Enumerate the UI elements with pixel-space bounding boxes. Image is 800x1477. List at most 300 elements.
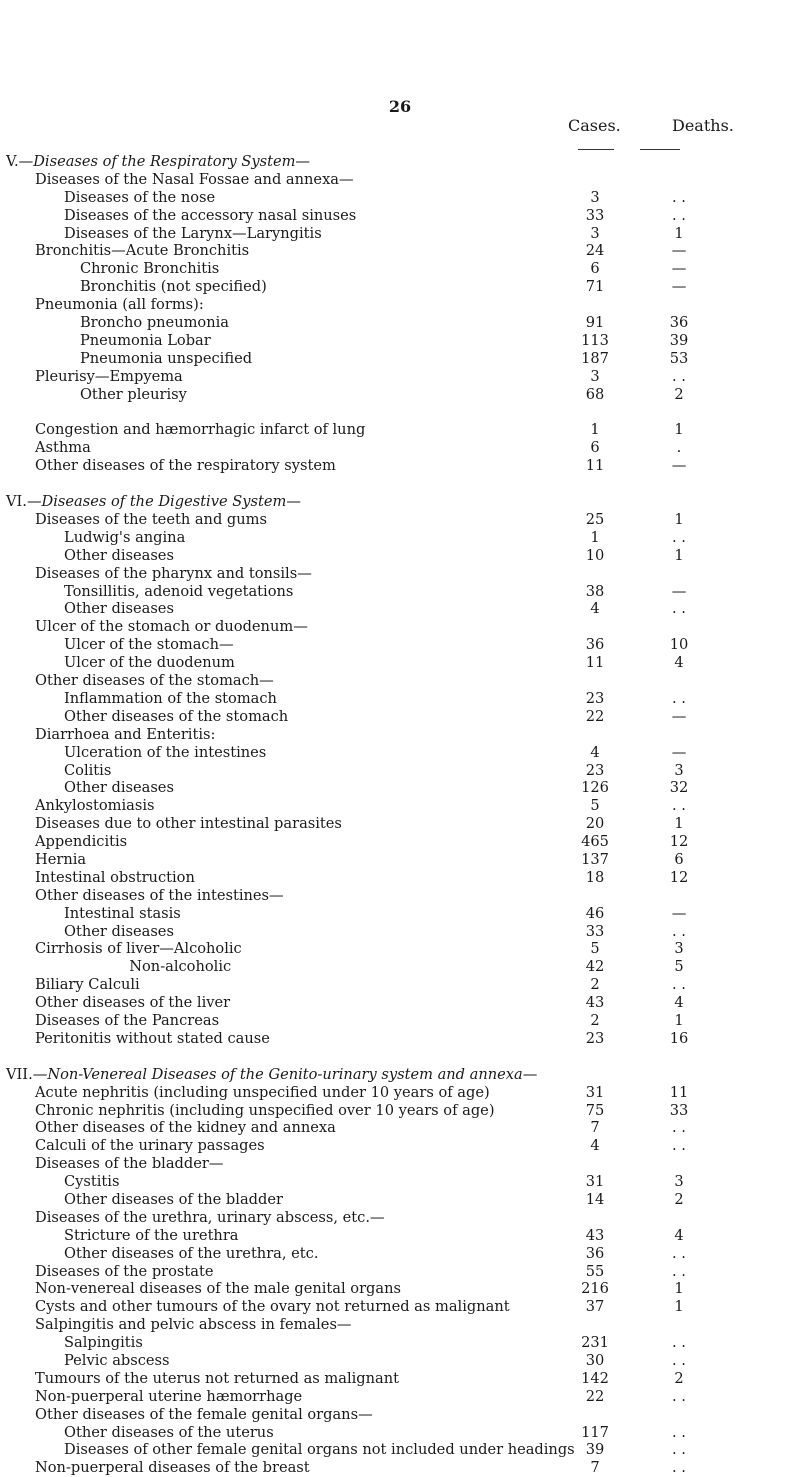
row-label <box>64 1173 119 1191</box>
deaths-value: 1 <box>674 421 684 439</box>
table-row <box>0 1209 800 1227</box>
deaths-value: . . <box>672 1459 686 1477</box>
cases-value: 75 <box>585 1101 605 1119</box>
row-label-text: Other diseases of the urethra, etc. <box>64 1244 319 1262</box>
row-label-text: Appendicitis <box>35 833 128 851</box>
deaths-value: 1 <box>674 1011 684 1029</box>
deaths-value: . . <box>672 1137 686 1155</box>
table-row <box>0 386 800 404</box>
deaths-column-header: Deaths. <box>672 116 734 135</box>
cases-value: 39 <box>585 1441 605 1459</box>
deaths-value: 39 <box>669 331 689 349</box>
deaths-value: 10 <box>669 636 689 654</box>
row-label <box>35 851 86 869</box>
row-label-text: Chronic nephritis (including unspecified over 10 years of age) <box>35 1101 495 1119</box>
section-number: V. <box>6 153 19 170</box>
table-row <box>0 1388 800 1406</box>
table-row <box>0 887 800 905</box>
row-label-text: Calculi of the urinary passages <box>35 1137 265 1155</box>
row-label <box>35 439 91 457</box>
row-label <box>64 1191 283 1209</box>
section-title <box>6 1066 537 1084</box>
table-row <box>0 600 800 618</box>
deaths-value: . . <box>672 1423 686 1441</box>
deaths-value: 11 <box>669 1083 689 1101</box>
table-row <box>0 672 800 690</box>
table-row <box>0 923 800 941</box>
row-label-text: Pneumonia (all forms): <box>35 296 204 314</box>
row-label <box>35 242 249 260</box>
row-label-text: Bronchitis (not specified) <box>79 278 267 296</box>
deaths-value: — <box>671 260 687 278</box>
row-label <box>64 1441 575 1459</box>
row-label <box>64 636 234 654</box>
deaths-value: . . <box>672 922 686 940</box>
row-label <box>35 1406 373 1424</box>
cases-value: 30 <box>585 1352 605 1369</box>
deaths-value: . . <box>672 1352 686 1369</box>
cases-value: 68 <box>585 385 605 403</box>
table-row <box>0 1191 800 1209</box>
table-row <box>0 565 800 583</box>
cases-value: 465 <box>581 833 609 851</box>
row-label <box>64 654 235 672</box>
cases-value: 3 <box>590 224 600 242</box>
deaths-value: 5 <box>674 958 684 976</box>
cases-value: 31 <box>585 1173 605 1191</box>
table-row <box>0 618 800 636</box>
row-label-text: —Diseases of the Digestive System— <box>26 493 301 511</box>
row-label <box>35 1137 265 1155</box>
table-row <box>0 1441 800 1459</box>
row-label <box>35 296 204 314</box>
table-row <box>0 1406 800 1424</box>
table-row <box>0 815 800 833</box>
table-row <box>0 1316 800 1334</box>
deaths-value: — <box>671 743 687 761</box>
cases-value: 33 <box>585 922 605 940</box>
deaths-value: 4 <box>674 654 684 672</box>
table-row <box>0 511 800 529</box>
table-row <box>0 1352 800 1370</box>
row-label-text: Ulceration of the intestines <box>64 743 267 761</box>
cases-value: 2 <box>590 976 600 994</box>
table-row <box>0 744 800 762</box>
row-label-text: Stricture of the urethra <box>64 1226 239 1244</box>
deaths-value: — <box>671 242 687 260</box>
cases-value: 5 <box>590 797 600 815</box>
cases-value: 36 <box>585 636 605 654</box>
deaths-value: 1 <box>674 1298 684 1316</box>
cases-value: 231 <box>581 1334 609 1352</box>
deaths-value: . . <box>672 600 686 618</box>
deaths-value: 2 <box>674 1369 684 1387</box>
row-label-text: Other pleurisy <box>79 385 187 403</box>
row-label-text: —Diseases of the Respiratory System— <box>18 153 311 170</box>
row-label <box>35 887 284 905</box>
row-label-text: Inflammation of the stomach <box>64 689 277 707</box>
row-label-text: Other diseases <box>64 546 174 564</box>
cases-value: 113 <box>581 331 609 349</box>
row-label <box>35 1280 401 1298</box>
row-label-text: Tonsillitis, adenoid vegetations <box>64 582 294 600</box>
deaths-value: 1 <box>674 546 684 564</box>
row-label-text: Chronic Bronchitis <box>79 260 220 278</box>
table-row <box>0 1459 800 1477</box>
deaths-value: 3 <box>674 761 684 779</box>
row-label <box>35 976 140 994</box>
row-label <box>35 1298 510 1316</box>
row-label-text: Other diseases <box>64 779 174 797</box>
row-label <box>35 815 342 833</box>
row-label-text: Other diseases of the stomach— <box>35 672 274 690</box>
table-row <box>0 368 800 386</box>
row-label <box>64 1245 318 1263</box>
row-label <box>35 940 242 958</box>
row-label <box>64 762 111 780</box>
row-label-text: Other diseases of the liver <box>35 994 231 1012</box>
cases-value: 11 <box>585 654 605 672</box>
row-label-text: Other diseases of the kidney and annexa <box>35 1119 336 1137</box>
table-row <box>0 1119 800 1137</box>
row-label <box>35 171 354 189</box>
row-label-text: Hernia <box>35 850 87 868</box>
row-label <box>35 1012 219 1030</box>
row-label <box>64 690 277 708</box>
table-row <box>0 1280 800 1298</box>
cases-value: 43 <box>585 1226 605 1244</box>
table-row <box>0 225 800 243</box>
deaths-value: 36 <box>669 314 689 332</box>
deaths-value: . . <box>672 188 686 206</box>
deaths-value: 1 <box>674 1280 684 1298</box>
cases-value: 43 <box>585 994 605 1012</box>
row-label <box>64 1334 143 1352</box>
cases-value: 4 <box>590 600 600 618</box>
cases-value: 11 <box>585 457 605 475</box>
row-label <box>64 923 174 941</box>
table-row <box>0 439 800 457</box>
cases-value: 38 <box>585 582 605 600</box>
row-label-text: Pneumonia unspecified <box>79 349 253 367</box>
row-label <box>35 1316 352 1334</box>
deaths-value: 33 <box>669 1101 689 1119</box>
table-row <box>0 1370 800 1388</box>
cases-value: 25 <box>585 511 605 529</box>
table-row <box>0 851 800 869</box>
deaths-value: — <box>671 707 687 725</box>
row-label <box>35 1119 336 1137</box>
deaths-value: 3 <box>674 940 684 958</box>
row-label <box>35 1102 495 1120</box>
row-label <box>35 797 154 815</box>
row-label-text: Broncho pneumonia <box>79 314 229 332</box>
deaths-value: . . <box>672 1334 686 1352</box>
table-row <box>0 726 800 744</box>
deaths-value: . . <box>672 1441 686 1459</box>
row-label-text: Congestion and hæmorrhagic infarct of lung <box>35 421 366 439</box>
row-label <box>129 958 231 976</box>
deaths-value: 16 <box>669 1029 689 1047</box>
deaths-value: 12 <box>669 868 689 886</box>
table-row <box>0 547 800 565</box>
table-row <box>0 1084 800 1102</box>
table-row <box>0 207 800 225</box>
table-row <box>0 421 800 439</box>
table-row <box>0 260 800 278</box>
row-label <box>64 1424 274 1442</box>
table-row <box>0 636 800 654</box>
row-label <box>64 225 322 243</box>
table-row <box>0 1334 800 1352</box>
row-label-text: Diseases of the Nasal Fossae and annexa— <box>35 170 354 188</box>
row-label-text: Diseases due to other intestinal parasites <box>35 815 342 833</box>
row-label <box>35 726 215 744</box>
row-label <box>80 386 187 404</box>
cases-value: 142 <box>581 1369 609 1387</box>
cases-value: 10 <box>585 546 605 564</box>
deaths-value: 4 <box>674 994 684 1012</box>
deaths-value: — <box>671 278 687 296</box>
row-label <box>35 511 267 529</box>
row-label-text: Non-puerperal uterine hæmorrhage <box>35 1387 303 1405</box>
cases-value: 42 <box>585 958 605 976</box>
row-label-text: Biliary Calculi <box>35 976 140 994</box>
table-row <box>0 1155 800 1173</box>
row-label <box>64 779 174 797</box>
deaths-value: . . <box>672 1262 686 1280</box>
row-label-text: Bronchitis—Acute Bronchitis <box>35 242 250 260</box>
table-row <box>0 690 800 708</box>
row-label-text: Other diseases of the stomach <box>64 707 289 725</box>
row-label <box>80 314 229 332</box>
row-label-text: —Non-Venereal Diseases of the Genito-urinary system and annexa— <box>32 1065 538 1083</box>
section-number: VII. <box>6 1065 33 1083</box>
row-label-text: Diseases of the pharynx and tonsils— <box>35 564 312 582</box>
deaths-value: . . <box>672 976 686 994</box>
section-title <box>6 493 301 511</box>
row-label-text: Cirrhosis of liver—Alcoholic <box>35 940 242 958</box>
table-row <box>0 779 800 797</box>
cases-value: 117 <box>581 1423 609 1441</box>
row-label-text: Non-venereal diseases of the male genital organs <box>35 1280 401 1298</box>
cases-value: 36 <box>585 1244 605 1262</box>
section-number: VI. <box>6 493 27 511</box>
row-label <box>35 565 312 583</box>
row-label <box>35 368 183 386</box>
cases-value: 71 <box>585 278 605 296</box>
table-row <box>0 189 800 207</box>
row-label-text: Diseases of the teeth and gums <box>35 511 268 529</box>
table-row <box>0 762 800 780</box>
row-label <box>35 1459 310 1477</box>
row-label <box>35 1388 302 1406</box>
row-label <box>64 189 215 207</box>
row-label <box>35 618 308 636</box>
cases-value: 1 <box>590 528 600 546</box>
deaths-value: 2 <box>674 1190 684 1208</box>
table-row <box>0 278 800 296</box>
table-row <box>0 797 800 815</box>
table-row <box>0 1030 800 1048</box>
row-label-text: Non-alcoholic <box>129 958 232 976</box>
row-label-text: Diarrhoea and Enteritis: <box>35 725 216 743</box>
row-label <box>64 583 293 601</box>
deaths-value: 1 <box>674 224 684 242</box>
deaths-value: . . <box>672 1119 686 1137</box>
table-row <box>0 314 800 332</box>
cases-value: 55 <box>585 1262 605 1280</box>
row-label-text: Colitis <box>64 761 112 779</box>
row-label-text: Ulcer of the duodenum <box>64 654 235 672</box>
table-row <box>0 242 800 260</box>
row-label-text: Peritonitis without stated cause <box>35 1029 270 1047</box>
cases-value: 3 <box>590 367 600 385</box>
row-label-text: Salpingitis and pelvic abscess in females— <box>35 1316 352 1334</box>
section-heading-row <box>0 493 800 511</box>
row-label <box>64 207 356 225</box>
disease-table <box>0 153 800 1477</box>
cases-value: 14 <box>585 1190 605 1208</box>
row-label <box>64 1227 239 1245</box>
cases-value: 1 <box>590 421 600 439</box>
table-row <box>0 350 800 368</box>
row-label <box>35 1155 223 1173</box>
cases-value: 24 <box>585 242 605 260</box>
deaths-value: . <box>676 439 682 457</box>
row-label <box>35 833 127 851</box>
row-label-text: Diseases of the Pancreas <box>35 1011 220 1029</box>
section-spacer <box>0 1048 800 1066</box>
cases-value: 20 <box>585 815 605 833</box>
row-label-text: Salpingitis <box>64 1334 143 1352</box>
cases-value: 23 <box>585 761 605 779</box>
row-label <box>64 529 185 547</box>
deaths-value: . . <box>672 689 686 707</box>
table-row <box>0 457 800 475</box>
deaths-value: 4 <box>674 1226 684 1244</box>
row-label <box>80 332 211 350</box>
deaths-value: 3 <box>674 1173 684 1191</box>
row-label <box>35 421 365 439</box>
row-label <box>64 744 266 762</box>
row-label-text: Diseases of the urethra, urinary abscess, etc.— <box>35 1208 385 1226</box>
cases-value: 137 <box>581 850 609 868</box>
row-label-text: Other diseases of the intestines— <box>35 886 284 904</box>
table-row <box>0 1173 800 1191</box>
deaths-value: 6 <box>674 850 684 868</box>
table-row <box>0 869 800 887</box>
row-label <box>64 547 174 565</box>
cases-column-header: Cases. <box>568 116 621 135</box>
table-row <box>0 833 800 851</box>
row-label-text: Other diseases of the female genital organs— <box>35 1405 373 1423</box>
row-label-text: Cystitis <box>64 1173 120 1191</box>
deaths-value: 53 <box>669 349 689 367</box>
cases-value: 31 <box>585 1083 605 1101</box>
cases-value: 5 <box>590 940 600 958</box>
row-label <box>35 1084 490 1102</box>
row-label <box>35 1263 213 1281</box>
table-row <box>0 1298 800 1316</box>
row-label <box>64 708 288 726</box>
deaths-value: — <box>671 457 687 475</box>
row-label-text: Intestinal obstruction <box>35 868 195 886</box>
row-label <box>35 672 274 690</box>
row-label-text: Acute nephritis (including unspecified under 10 years of age) <box>35 1083 490 1101</box>
cases-value: 7 <box>590 1119 600 1137</box>
table-row <box>0 332 800 350</box>
cases-value: 22 <box>585 707 605 725</box>
row-label-text: Non-puerperal diseases of the breast <box>35 1459 310 1477</box>
cases-value: 216 <box>581 1280 609 1298</box>
row-label-text: Diseases of the nose <box>64 188 216 206</box>
row-label-text: Other diseases of the uterus <box>64 1423 274 1441</box>
table-row <box>0 994 800 1012</box>
row-label <box>64 1352 170 1370</box>
deaths-value: — <box>671 904 687 922</box>
table-row <box>0 1012 800 1030</box>
row-label <box>64 905 181 923</box>
cases-value: 91 <box>585 314 605 332</box>
row-label-text: Diseases of the accessory nasal sinuses <box>64 206 357 224</box>
row-label-text: Ulcer of the stomach or duodenum— <box>35 618 308 636</box>
section-heading-row <box>0 153 800 171</box>
row-label-text: Pelvic abscess <box>64 1352 170 1369</box>
row-label <box>80 278 267 296</box>
row-label-text: Ulcer of the stomach— <box>64 636 234 654</box>
table-row <box>0 654 800 672</box>
deaths-value: 1 <box>674 815 684 833</box>
row-label-text: Diseases of the Larynx—Laryngitis <box>64 224 322 242</box>
row-label <box>80 260 219 278</box>
cases-header-rule <box>578 149 614 150</box>
deaths-value: 12 <box>669 833 689 851</box>
row-label-text: Cysts and other tumours of the ovary not returned as malignant <box>35 1298 510 1316</box>
table-row <box>0 1263 800 1281</box>
row-label-text: Other diseases of the bladder <box>64 1190 283 1208</box>
table-row <box>0 940 800 958</box>
row-label-text: Asthma <box>35 439 91 457</box>
cases-value: 4 <box>590 1137 600 1155</box>
deaths-value: 2 <box>674 385 684 403</box>
page-number: 26 <box>388 97 412 116</box>
row-label <box>35 1209 385 1227</box>
row-label-text: Pneumonia Lobar <box>79 331 211 349</box>
cases-value: 23 <box>585 1029 605 1047</box>
row-label <box>35 1030 270 1048</box>
deaths-value: . . <box>672 1387 686 1405</box>
row-label-text: Other diseases of the respiratory system <box>35 457 336 475</box>
table-row <box>0 905 800 923</box>
cases-value: 37 <box>585 1298 605 1316</box>
cases-value: 22 <box>585 1387 605 1405</box>
table-row <box>0 296 800 314</box>
deaths-value: — <box>671 582 687 600</box>
table-row <box>0 171 800 189</box>
table-row <box>0 529 800 547</box>
section-title <box>6 153 310 171</box>
deaths-value: . . <box>672 367 686 385</box>
section-spacer <box>0 403 800 421</box>
table-row <box>0 1424 800 1442</box>
cases-value: 126 <box>581 779 609 797</box>
row-label <box>35 994 230 1012</box>
deaths-value: 1 <box>674 511 684 529</box>
deaths-value: . . <box>672 206 686 224</box>
deaths-value: . . <box>672 1244 686 1262</box>
row-label-text: Diseases of the bladder— <box>35 1155 224 1173</box>
